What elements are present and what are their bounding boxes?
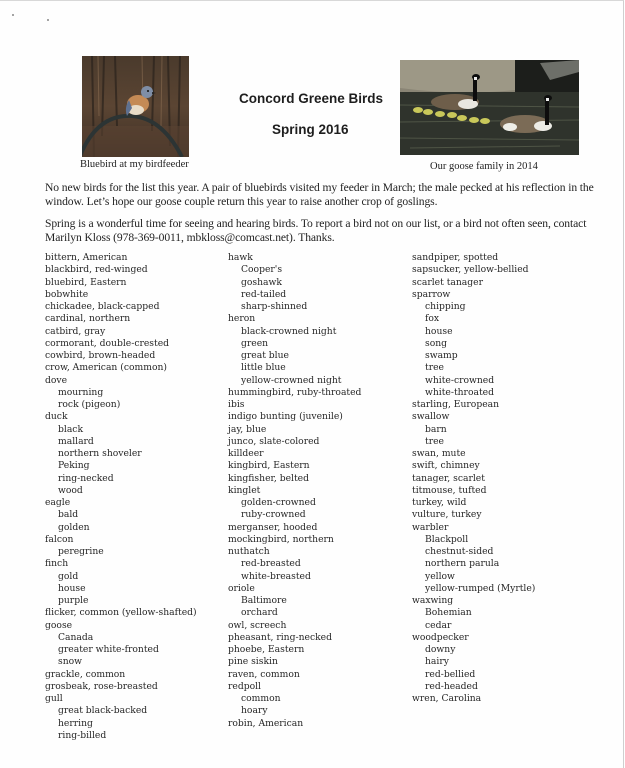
bird-subspecies-item: bald: [58, 509, 79, 521]
geese-caption: Our goose family in 2014: [430, 161, 538, 172]
bird-list-item: catbird, gray: [45, 325, 106, 337]
bird-subspecies-item: white-crowned: [425, 374, 495, 386]
bird-subspecies-item: swamp: [425, 350, 458, 361]
bird-list-item: gull: [45, 693, 63, 704]
bird-subspecies-item: yellow-rumped (Myrtle): [425, 582, 536, 594]
bird-list-item: sparrow: [412, 288, 451, 300]
bird-list-item: titmouse, tufted: [412, 484, 487, 496]
bird-subspecies-item: yellow-crowned night: [241, 374, 342, 386]
bird-subspecies-item: snow: [58, 656, 83, 668]
bird-subspecies-item: greater white-fronted: [58, 644, 159, 655]
bird-list-item: merganser, hooded: [228, 521, 318, 533]
bird-subspecies-item: downy: [425, 644, 456, 655]
bird-subspecies-item: yellow: [425, 570, 455, 582]
bird-subspecies-item: gold: [58, 570, 79, 582]
bluebird-photo-icon: [82, 56, 189, 157]
bird-list-column-2: [228, 252, 361, 730]
bird-list-item: swallow: [412, 411, 450, 423]
bird-subspecies-item: tree: [425, 362, 444, 374]
scan-speck: [12, 14, 14, 16]
bird-list-item: kingbird, Eastern: [228, 460, 310, 472]
bird-subspecies-item: Baltimore: [241, 595, 287, 606]
bird-list-item: eagle: [45, 497, 71, 508]
bird-subspecies-item: Cooper's: [241, 264, 283, 276]
bird-list-item: chickadee, black-capped: [45, 301, 160, 312]
bird-subspecies-item: sharp-shinned: [241, 301, 308, 312]
bird-subspecies-item: white-breasted: [241, 570, 311, 582]
bird-list-item: pheasant, ring-necked: [228, 631, 332, 643]
intro-paragraph: No new birds for the list this year. A pair of bluebirds visited my feeder in March; the male pecked at his reflection in the window. Let’s hope our goose couple return this year to raise another crop of goslings.: [45, 181, 594, 208]
bird-list-item: goose: [45, 619, 73, 631]
bird-subspecies-item: Peking: [58, 460, 90, 472]
bird-list-item: sandpiper, spotted: [412, 252, 499, 263]
bird-list-item: mockingbird, northern: [228, 533, 334, 545]
bird-list-item: starling, European: [412, 399, 500, 410]
bird-list-item: ibis: [228, 399, 245, 410]
bird-list-item: kingfisher, belted: [228, 472, 309, 484]
bird-subspecies-item: golden: [58, 521, 90, 533]
bluebird-caption: Bluebird at my birdfeeder: [80, 159, 189, 170]
bird-subspecies-item: fox: [425, 313, 440, 325]
bird-subspecies-item: Canada: [58, 631, 94, 643]
bird-list-item: phoebe, Eastern: [228, 644, 305, 655]
bird-list-item: cowbird, brown-headed: [45, 350, 156, 361]
bird-subspecies-item: red-headed: [425, 680, 478, 692]
bird-list-item: duck: [45, 411, 68, 423]
bird-list-item: cormorant, double-crested: [45, 337, 170, 349]
contact-paragraph: Spring is a wonderful time for seeing and hearing birds. To report a bird not on our list, or a bird not often seen, contact Marilyn Kloss (978-369-0011, mbkloss@comcast.net). Thanks.: [45, 217, 587, 244]
page-title: Concord Greene Birds: [239, 91, 384, 106]
bird-list-column-3: [412, 252, 535, 705]
bird-list-item: kinglet: [228, 484, 261, 496]
bird-list-item: falcon: [45, 533, 74, 545]
bird-list-item: woodpecker: [412, 631, 469, 643]
bird-subspecies-item: rock (pigeon): [58, 399, 121, 410]
bird-subspecies-item: ring-necked: [58, 472, 114, 484]
bird-list-item: grackle, common: [45, 668, 126, 680]
bird-list-item: jay, blue: [228, 423, 267, 435]
bird-subspecies-item: chipping: [425, 301, 466, 312]
bird-subspecies-item: house: [58, 582, 86, 594]
bird-subspecies-item: black: [58, 423, 84, 435]
bird-list-item: cardinal, northern: [45, 313, 131, 325]
bird-subspecies-item: chestnut-sided: [425, 546, 494, 557]
bird-list-item: turkey, wild: [412, 497, 467, 508]
bird-list-item: swift, chimney: [412, 460, 480, 472]
bird-subspecies-item: Bohemian: [425, 607, 472, 619]
bird-list-item: killdeer: [228, 448, 264, 459]
bird-list-item: owl, screech: [228, 619, 287, 631]
bird-list-item: waxwing: [412, 595, 454, 606]
bird-list-item: bluebird, Eastern: [45, 276, 127, 288]
bird-subspecies-item: ring-billed: [58, 729, 107, 741]
bird-list-item: warbler: [412, 521, 449, 533]
bird-list-item: heron: [228, 313, 256, 325]
bird-subspecies-item: herring: [58, 717, 93, 729]
bird-list-item: swan, mute: [412, 448, 466, 459]
bird-list-column-1: [45, 252, 197, 742]
bird-subspecies-item: peregrine: [58, 546, 104, 557]
bird-subspecies-item: goshawk: [241, 276, 282, 288]
bird-subspecies-item: orchard: [241, 607, 278, 619]
bird-list-item: sapsucker, yellow-bellied: [412, 264, 529, 276]
bird-subspecies-item: purple: [58, 595, 89, 606]
bird-subspecies-item: northern parula: [425, 558, 500, 570]
bird-subspecies-item: common: [241, 693, 281, 704]
bird-subspecies-item: great black-backed: [58, 705, 148, 717]
bird-list-item: raven, common: [228, 668, 300, 680]
bird-list-item: vulture, turkey: [412, 509, 482, 521]
bird-list-item: pine siskin: [228, 656, 278, 668]
bird-list-item: hummingbird, ruby-throated: [228, 386, 362, 398]
bird-subspecies-item: hoary: [241, 705, 268, 717]
bird-list-item: crow, American (common): [45, 362, 167, 374]
bird-subspecies-item: wood: [58, 484, 83, 496]
geese-photo-icon: [400, 60, 579, 155]
bird-subspecies-item: red-breasted: [241, 558, 301, 570]
bird-subspecies-item: song: [425, 337, 448, 349]
bird-list-item: bobwhite: [45, 288, 89, 300]
bird-subspecies-item: ruby-crowned: [241, 509, 306, 521]
bird-list-item: tanager, scarlet: [412, 472, 485, 484]
bird-list-item: nuthatch: [228, 546, 270, 557]
bird-subspecies-item: mallard: [58, 435, 94, 447]
bird-subspecies-item: barn: [425, 423, 447, 435]
bird-subspecies-item: cedar: [425, 619, 452, 631]
bird-list-item: grosbeak, rose-breasted: [45, 680, 158, 692]
bird-list-item: redpoll: [228, 680, 261, 692]
bird-list-item: flicker, common (yellow-shafted): [45, 607, 197, 619]
scan-speck: [47, 19, 49, 21]
bird-subspecies-item: mourning: [58, 386, 104, 398]
bird-subspecies-item: green: [241, 337, 269, 349]
bird-subspecies-item: northern shoveler: [58, 448, 142, 459]
bird-subspecies-item: house: [425, 325, 453, 337]
bird-list-item: junco, slate-colored: [228, 435, 320, 447]
bird-list-item: dove: [45, 374, 68, 386]
bird-subspecies-item: black-crowned night: [241, 325, 337, 337]
page-subtitle: Spring 2016: [272, 122, 349, 137]
bird-subspecies-item: Blackpoll: [425, 533, 469, 545]
bird-list-item: oriole: [228, 582, 255, 594]
bird-subspecies-item: hairy: [425, 656, 449, 668]
bird-subspecies-item: white-throated: [425, 386, 494, 398]
bird-list-item: robin, American: [228, 717, 304, 729]
bird-subspecies-item: great blue: [241, 350, 289, 361]
bird-list-item: hawk: [228, 252, 253, 263]
bird-list-item: indigo bunting (juvenile): [228, 411, 343, 423]
bird-list-item: blackbird, red-winged: [45, 264, 148, 276]
bird-subspecies-item: red-bellied: [425, 668, 476, 680]
bird-subspecies-item: golden-crowned: [241, 497, 316, 508]
bird-subspecies-item: little blue: [241, 362, 286, 374]
bird-list-item: wren, Carolina: [412, 693, 482, 704]
bird-list-item: bittern, American: [45, 252, 128, 263]
bird-list-item: finch: [45, 558, 69, 570]
bird-subspecies-item: red-tailed: [241, 288, 287, 300]
bird-list-item: scarlet tanager: [412, 276, 483, 288]
bird-subspecies-item: tree: [425, 435, 444, 447]
